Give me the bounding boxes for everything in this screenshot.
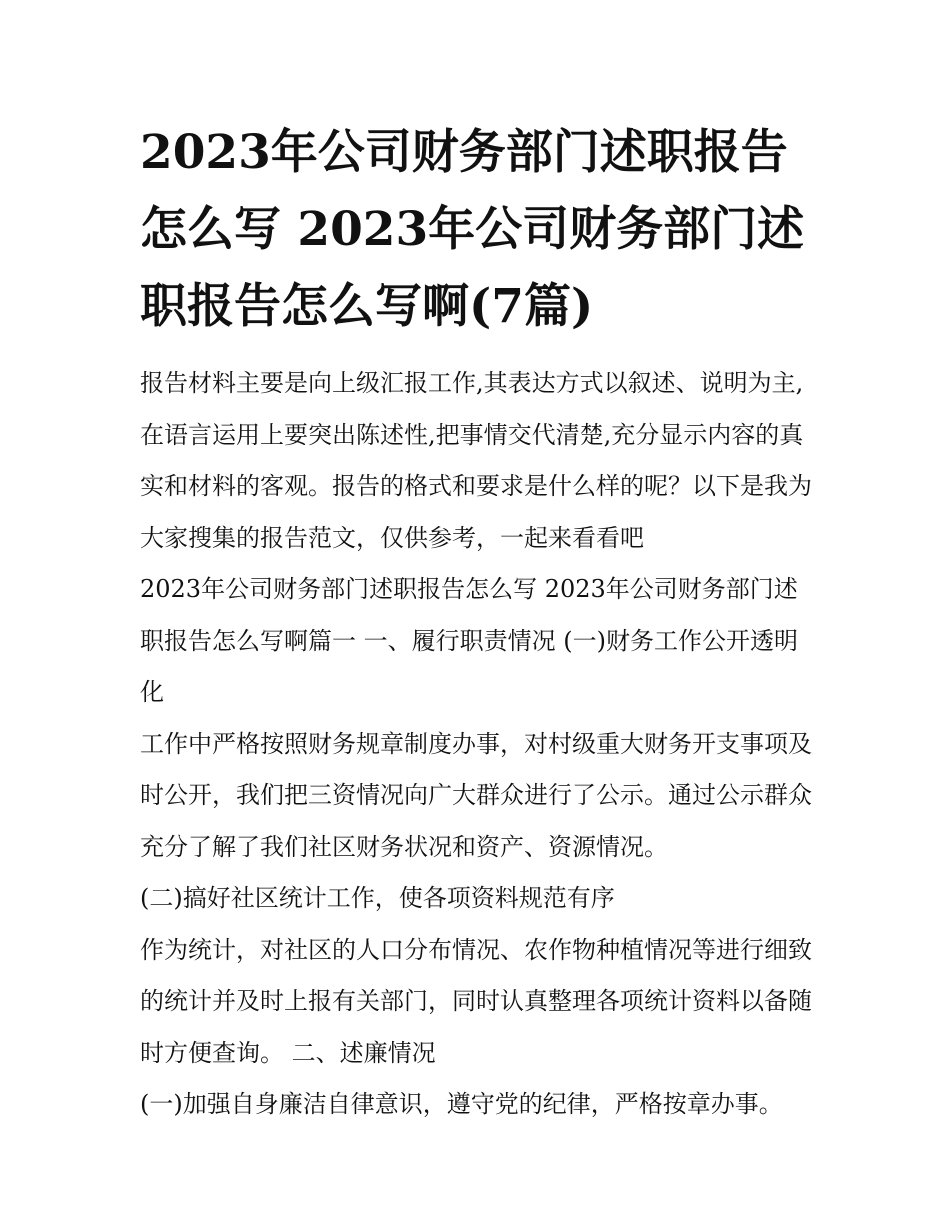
- paragraph-integrity: (一)加强自身廉洁自律意识，遵守党的纪律，严格按章办事。: [140, 1090, 783, 1118]
- paragraph-finance-transparency: 工作中严格按照财务规章制度办事，对村级重大财务开支事项及时公开，我们把三资情况向广大群众进行了公示。通过公示群众充分了解了我们社区财务状况和资产、资源情况。: [140, 729, 812, 861]
- paragraph-intro: 报告材料主要是向上级汇报工作,其表达方式以叙述、说明为主,在语言运用上要突出陈述性,把事情交代清楚,充分显示内容的真实和材料的客观。报告的格式和要求是什么样的呢？以下是我为大家搜集的报告范文，仅供参考，一起来看看吧: [140, 369, 812, 552]
- document-title: 2023年公司财务部门述职报告怎么写 2023年公司财务部门述职报告怎么写啊(7篇): [140, 125, 805, 334]
- document-body: [140, 358, 820, 1131]
- paragraph-statistics-body: 作为统计，对社区的人口分布情况、农作物种植情况等进行细致的统计并及时上报有关部门，同时认真整理各项统计资料以备随时方便查询。 二、述廉情况: [140, 935, 812, 1067]
- paragraph-statistics-heading: (二)搞好社区统计工作，使各项资料规范有序: [140, 884, 615, 912]
- paragraph-section-heading: 2023年公司财务部门述职报告怎么写 2023年公司财务部门述职报告怎么写啊篇一 一、履行职责情况 (一)财务工作公开透明化: [140, 575, 798, 706]
